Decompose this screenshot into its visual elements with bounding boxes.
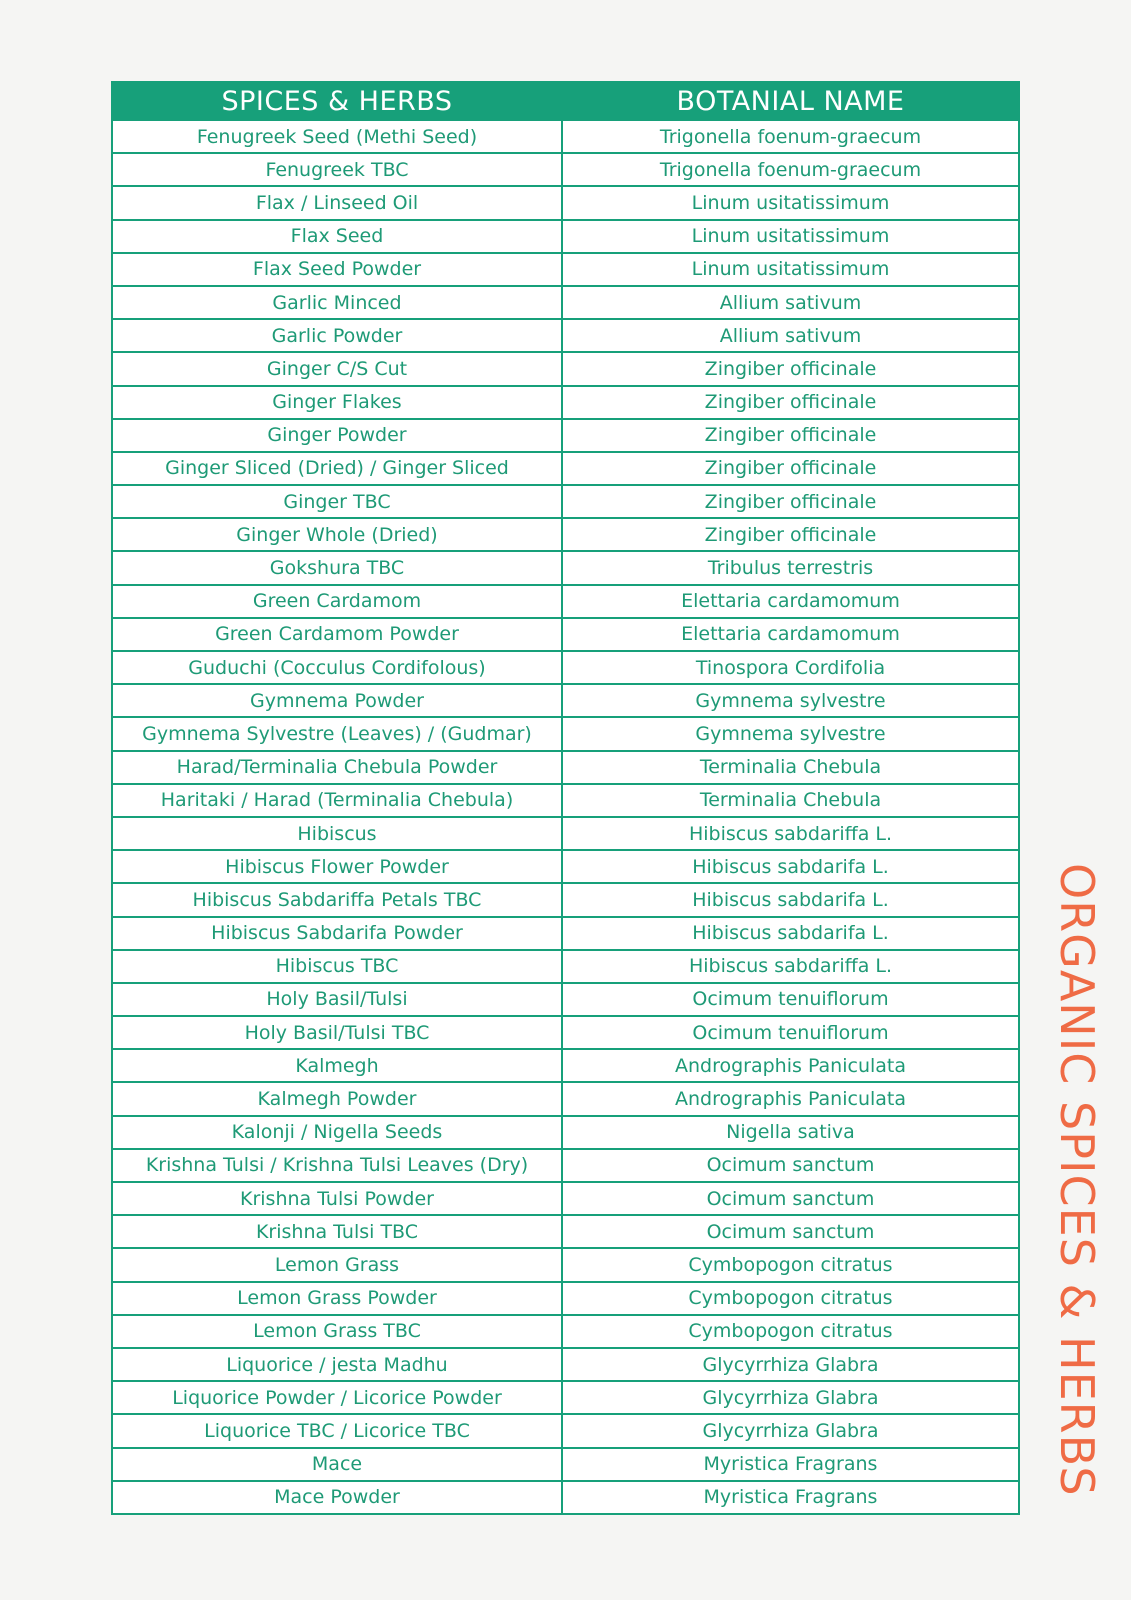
spice-name-cell: Lemon Grass: [112, 1248, 562, 1281]
spice-name-cell: Gokshura TBC: [112, 551, 562, 584]
table-row: [112, 1215, 1019, 1248]
table-row: [112, 917, 1019, 950]
spice-name-cell: Ginger Powder: [112, 419, 562, 452]
spice-name-cell: Hibiscus TBC: [112, 950, 562, 983]
table-row: [112, 1282, 1019, 1315]
spice-name-cell: Flax Seed: [112, 220, 562, 253]
spice-name-cell: Kalonji / Nigella Seeds: [112, 1116, 562, 1149]
botanical-name-cell: Ocimum sanctum: [562, 1182, 1019, 1215]
table-row: [112, 518, 1019, 551]
spice-name-cell: Krishna Tulsi TBC: [112, 1215, 562, 1248]
botanical-name-cell: Terminalia Chebula: [562, 784, 1019, 817]
table-row: [112, 253, 1019, 286]
table-row: [112, 186, 1019, 219]
table-row: [112, 850, 1019, 883]
botanical-name-cell: Linum usitatissimum: [562, 253, 1019, 286]
table-row: [112, 319, 1019, 352]
table-row: [112, 286, 1019, 319]
table-row: [112, 1481, 1019, 1514]
spice-name-cell: Mace Powder: [112, 1481, 562, 1514]
botanical-name-cell: Myristica Fragrans: [562, 1448, 1019, 1481]
spice-name-cell: Ginger TBC: [112, 485, 562, 518]
botanical-name-cell: Terminalia Chebula: [562, 751, 1019, 784]
spice-name-cell: Hibiscus: [112, 817, 562, 850]
spice-name-cell: Ginger Sliced (Dried) / Ginger Sliced: [112, 452, 562, 485]
botanical-name-cell: Nigella sativa: [562, 1116, 1019, 1149]
spice-name-cell: Lemon Grass TBC: [112, 1315, 562, 1348]
botanical-name-cell: Hibiscus sabdariffa L.: [562, 950, 1019, 983]
spice-name-cell: Harad/Terminalia Chebula Powder: [112, 751, 562, 784]
spice-name-cell: Mace: [112, 1448, 562, 1481]
botanical-name-cell: Gymnema sylvestre: [562, 717, 1019, 750]
spice-name-cell: Hibiscus Sabdariffa Petals TBC: [112, 883, 562, 916]
botanical-name-cell: Hibiscus sabdariffa L.: [562, 817, 1019, 850]
spice-name-cell: Guduchi (Cocculus Cordifolous): [112, 651, 562, 684]
botanical-name-cell: Cymbopogon citratus: [562, 1248, 1019, 1281]
table-row: [112, 817, 1019, 850]
botanical-name-cell: Trigonella foenum-graecum: [562, 120, 1019, 153]
spice-name-cell: Garlic Minced: [112, 286, 562, 319]
botanical-name-cell: Linum usitatissimum: [562, 220, 1019, 253]
table-row: [112, 751, 1019, 784]
table-row: [112, 651, 1019, 684]
spice-name-cell: Lemon Grass Powder: [112, 1282, 562, 1315]
spices-table-container: [111, 81, 1018, 1515]
table-row: [112, 684, 1019, 717]
botanical-name-cell: Andrographis Paniculata: [562, 1082, 1019, 1115]
spice-name-cell: Hibiscus Sabdarifa Powder: [112, 917, 562, 950]
table-row: [112, 1049, 1019, 1082]
botanical-name-cell: Zingiber officinale: [562, 386, 1019, 419]
botanical-name-cell: Andrographis Paniculata: [562, 1049, 1019, 1082]
spice-name-cell: Liquorice TBC / Licorice TBC: [112, 1414, 562, 1447]
spice-name-cell: Kalmegh Powder: [112, 1082, 562, 1115]
botanical-name-cell: Hibiscus sabdarifa L.: [562, 850, 1019, 883]
botanical-name-cell: Allium sativum: [562, 319, 1019, 352]
botanical-name-cell: Zingiber officinale: [562, 419, 1019, 452]
spices-herbs-table: [111, 81, 1020, 1515]
table-row: [112, 1149, 1019, 1182]
table-row: [112, 1414, 1019, 1447]
table-body: [112, 120, 1019, 1514]
table-row: [112, 1082, 1019, 1115]
botanical-name-cell: Myristica Fragrans: [562, 1481, 1019, 1514]
botanical-name-cell: Glycyrrhiza Glabra: [562, 1381, 1019, 1414]
spice-name-cell: Flax / Linseed Oil: [112, 186, 562, 219]
botanical-name-cell: Ocimum sanctum: [562, 1149, 1019, 1182]
botanical-name-cell: Linum usitatissimum: [562, 186, 1019, 219]
table-row: [112, 1248, 1019, 1281]
botanical-name-cell: Glycyrrhiza Glabra: [562, 1348, 1019, 1381]
spice-name-cell: Kalmegh: [112, 1049, 562, 1082]
table-row: [112, 452, 1019, 485]
spice-name-cell: Holy Basil/Tulsi: [112, 983, 562, 1016]
spice-name-cell: Gymnema Sylvestre (Leaves) / (Gudmar): [112, 717, 562, 750]
side-title: ORGANIC SPICES & HERBS: [1050, 863, 1104, 1497]
table-row: [112, 1116, 1019, 1149]
botanical-name-cell: Gymnema sylvestre: [562, 684, 1019, 717]
table-row: [112, 1016, 1019, 1049]
table-row: [112, 120, 1019, 153]
table-row: [112, 784, 1019, 817]
spice-name-cell: Holy Basil/Tulsi TBC: [112, 1016, 562, 1049]
table-row: [112, 1381, 1019, 1414]
table-row: [112, 551, 1019, 584]
spice-name-cell: Ginger C/S Cut: [112, 352, 562, 385]
botanical-name-cell: Zingiber officinale: [562, 518, 1019, 551]
spice-name-cell: Krishna Tulsi Powder: [112, 1182, 562, 1215]
spice-name-cell: Krishna Tulsi / Krishna Tulsi Leaves (Dry): [112, 1149, 562, 1182]
botanical-name-cell: Elettaria cardamomum: [562, 585, 1019, 618]
botanical-name-cell: Tinospora Cordifolia: [562, 651, 1019, 684]
table-row: [112, 386, 1019, 419]
botanical-name-cell: Zingiber officinale: [562, 352, 1019, 385]
spice-name-cell: Fenugreek TBC: [112, 153, 562, 186]
spice-name-cell: Garlic Powder: [112, 319, 562, 352]
table-row: [112, 352, 1019, 385]
botanical-name-cell: Trigonella foenum-graecum: [562, 153, 1019, 186]
botanical-name-cell: Ocimum tenuiflorum: [562, 1016, 1019, 1049]
table-row: [112, 883, 1019, 916]
spice-name-cell: Haritaki / Harad (Terminalia Chebula): [112, 784, 562, 817]
table-row: [112, 419, 1019, 452]
table-row: [112, 717, 1019, 750]
botanical-name-cell: Ocimum tenuiflorum: [562, 983, 1019, 1016]
botanical-name-cell: Allium sativum: [562, 286, 1019, 319]
table-row: [112, 585, 1019, 618]
table-row: [112, 1315, 1019, 1348]
spice-name-cell: Hibiscus Flower Powder: [112, 850, 562, 883]
botanical-name-cell: Cymbopogon citratus: [562, 1282, 1019, 1315]
table-row: [112, 618, 1019, 651]
spice-name-cell: Gymnema Powder: [112, 684, 562, 717]
spice-name-cell: Ginger Whole (Dried): [112, 518, 562, 551]
spice-name-cell: Green Cardamom: [112, 585, 562, 618]
botanical-name-cell: Hibiscus sabdarifa L.: [562, 917, 1019, 950]
spice-name-cell: Green Cardamom Powder: [112, 618, 562, 651]
table-row: [112, 1348, 1019, 1381]
spice-name-cell: Ginger Flakes: [112, 386, 562, 419]
botanical-name-cell: Cymbopogon citratus: [562, 1315, 1019, 1348]
botanical-name-cell: Ocimum sanctum: [562, 1215, 1019, 1248]
spice-name-cell: Liquorice Powder / Licorice Powder: [112, 1381, 562, 1414]
table-row: [112, 1182, 1019, 1215]
table-row: [112, 153, 1019, 186]
side-title-container: [1051, 840, 1103, 1520]
table-row: [112, 983, 1019, 1016]
botanical-name-cell: Hibiscus sabdarifa L.: [562, 883, 1019, 916]
botanical-name-cell: Zingiber officinale: [562, 485, 1019, 518]
table-row: [112, 950, 1019, 983]
spice-name-cell: Liquorice / jesta Madhu: [112, 1348, 562, 1381]
botanical-name-cell: Tribulus terrestris: [562, 551, 1019, 584]
spice-name-cell: Flax Seed Powder: [112, 253, 562, 286]
botanical-name-cell: Zingiber officinale: [562, 452, 1019, 485]
header-spices-herbs: SPICES & HERBS: [112, 82, 562, 120]
botanical-name-cell: Glycyrrhiza Glabra: [562, 1414, 1019, 1447]
botanical-name-cell: Elettaria cardamomum: [562, 618, 1019, 651]
table-row: [112, 220, 1019, 253]
table-header-row: [112, 82, 1019, 120]
header-botanical-name: BOTANIAL NAME: [562, 82, 1019, 120]
table-row: [112, 1448, 1019, 1481]
spice-name-cell: Fenugreek Seed (Methi Seed): [112, 120, 562, 153]
table-row: [112, 485, 1019, 518]
